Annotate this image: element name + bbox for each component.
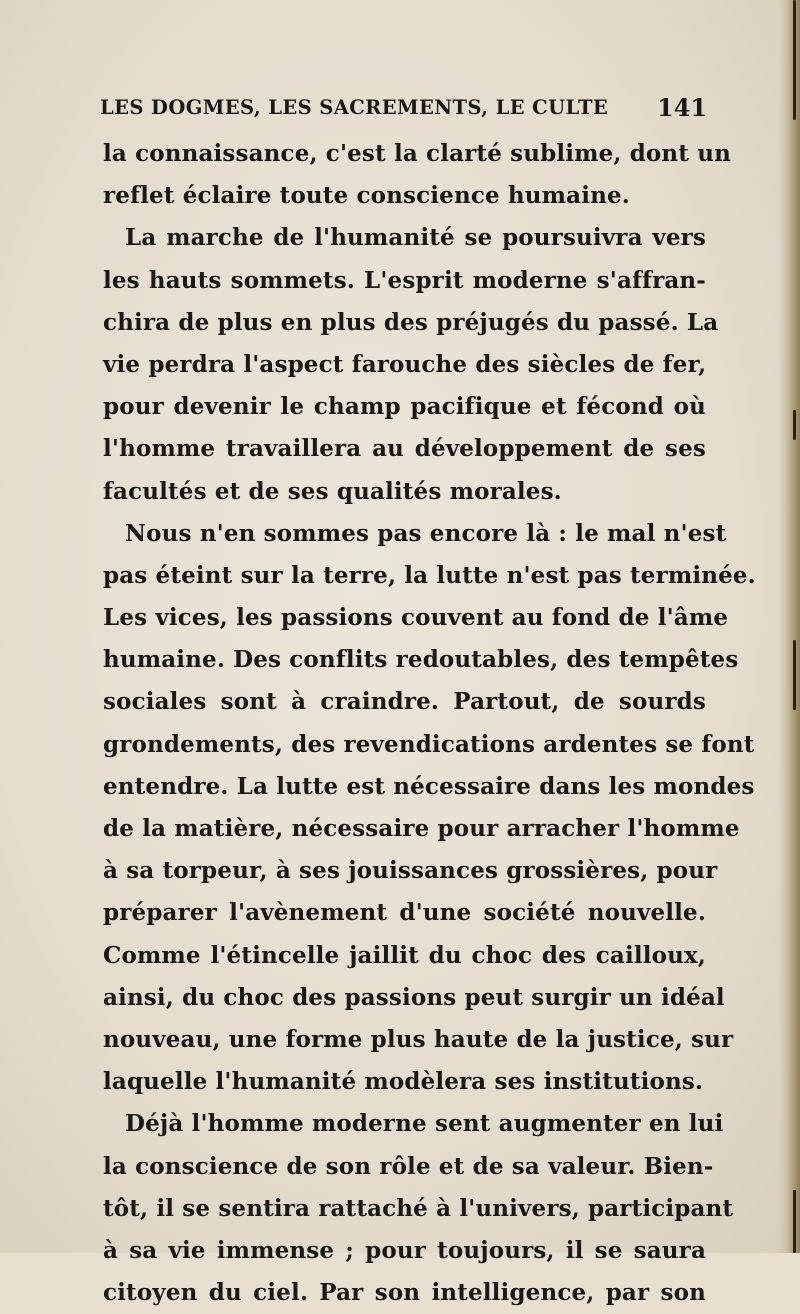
text-line: facultés et de ses qualités morales.: [103, 477, 562, 505]
text-line: entendre. La lutte est nécessaire dans les mondes: [103, 772, 755, 800]
text-line: Déjà l'homme moderne sent augmenter en lui: [125, 1110, 724, 1138]
text-line: pas éteint sur la terre, la lutte n'est pas terminée.: [103, 561, 756, 589]
text-line: grondements, des revendications ardentes se font: [103, 730, 755, 758]
edge-mark: [793, 640, 796, 710]
text-line: humaine. Des conflits redoutables, des tempêtes: [103, 646, 739, 674]
text-line: nouveau, une forme plus haute de la justice, sur: [103, 1025, 734, 1053]
text-line: Nous n'en sommes pas encore là : le mal n'est: [125, 519, 727, 547]
text-line: laquelle l'humanité modèlera ses institutions.: [103, 1068, 704, 1096]
text-line: pour devenir le champ pacifique et fécond où: [103, 393, 706, 421]
edge-mark: [793, 410, 796, 440]
text-line: Comme l'étincelle jaillit du choc des cailloux,: [103, 941, 706, 969]
text-line: l'homme travaillera au développement de ses: [103, 435, 706, 463]
text-line: La marche de l'humanité se poursuivra vers: [125, 224, 706, 252]
text-line: de la matière, nécessaire pour arracher l'homme: [103, 815, 740, 842]
text-line: Les vices, les passions couvent au fond de l'âme: [103, 604, 729, 632]
running-header: [96, 94, 716, 124]
page-edge-shadow: [778, 0, 800, 1253]
text-line: la connaissance, c'est la clarté sublime, dont un: [103, 140, 731, 167]
text-line: ainsi, du choc des passions peut surgir un idéal: [103, 983, 725, 1011]
text-line: reflet éclaire toute conscience humaine.: [103, 182, 630, 210]
edge-mark: [793, 1190, 796, 1253]
text-line: citoyen du ciel. Par son intelligence, par son: [103, 1279, 706, 1307]
text-line: les hauts sommets. L'esprit moderne s'affran-: [103, 266, 706, 294]
body-text: [103, 133, 756, 1314]
text-line: à sa vie immense ; pour toujours, il se saura: [103, 1236, 706, 1264]
text-line: tôt, il se sentira rattaché à l'univers, participant: [103, 1194, 734, 1222]
text-line: à sa torpeur, à ses jouissances grossières, pour: [103, 857, 718, 885]
text-line: sociales sont à craindre. Partout, de sourds: [103, 688, 706, 716]
edge-mark: [793, 0, 796, 120]
text-line: vie perdra l'aspect farouche des siècles de fer,: [103, 350, 707, 378]
running-title: LES DOGMES, LES SACREMENTS, LE CULTE: [100, 96, 609, 119]
text-line: préparer l'avènement d'une société nouvelle.: [103, 899, 706, 927]
text-line: chira de plus en plus des préjugés du passé. La: [103, 308, 719, 336]
text-line: la conscience de son rôle et de sa valeur. Bien-: [103, 1152, 714, 1180]
page-number: 141: [657, 93, 708, 122]
